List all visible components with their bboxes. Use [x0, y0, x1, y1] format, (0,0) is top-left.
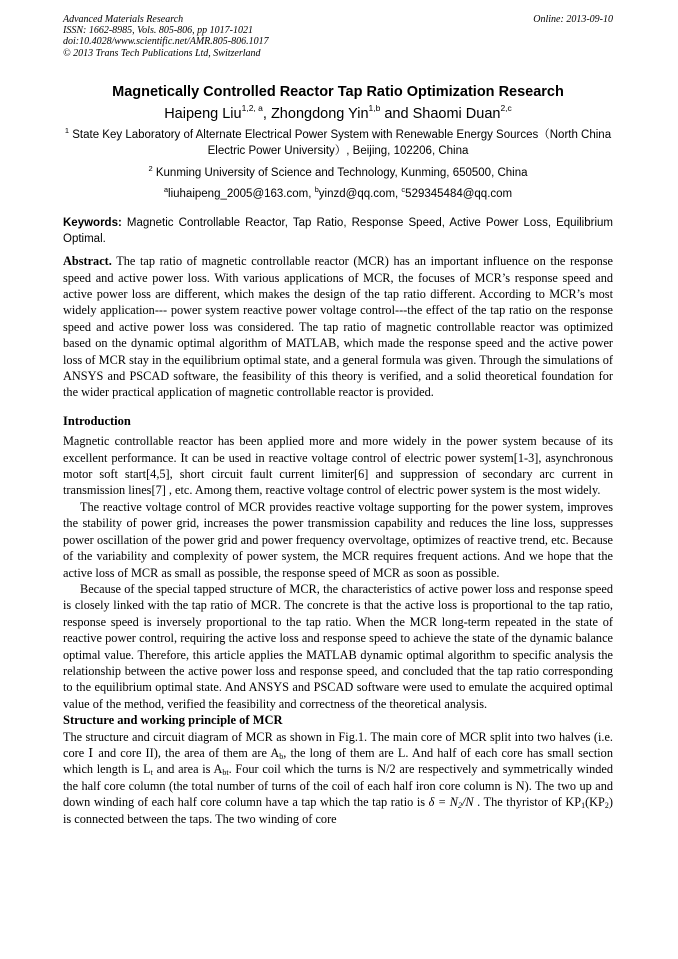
affiliation-mark: 2 [148, 164, 153, 173]
affiliation-1 [63, 128, 613, 159]
subscript: 1 [581, 801, 586, 811]
subscript: 2 [457, 801, 462, 811]
introduction-heading: Introduction [63, 413, 131, 428]
structure-text: and area is A [152, 762, 223, 777]
structure-paragraph [63, 729, 613, 827]
author-separator: and [380, 106, 413, 122]
affiliation-mark: 1 [64, 126, 70, 135]
email-mark: a [163, 184, 169, 194]
author-name: Haipeng Liu [164, 106, 242, 122]
subscript: t [150, 768, 153, 778]
author-separator: , [262, 106, 271, 122]
email-address: liuhaipeng_2005@163.com, [168, 187, 315, 200]
author-line [63, 104, 613, 124]
affiliation-text: State Key Laboratory of Alternate Electrical Power System with Renewable Energy Sources（North China Electric Power University）, Beijing, 102206, China [69, 129, 612, 157]
intro-paragraph: The reactive voltage control of MCR provides reactive voltage supporting for the power system, improves the stability of power grid, increases the power transmission capability and reduces the line loss, suppresses power oscillation of the power grid and power frequency overvoltage, optimizes of reactive trend, etc. Because of the variability and complexity of power system, the MCR requires frequent actions. And we hope that the active loss of MCR as small as possible, the response speed of MCR as soon as possible. [63, 499, 613, 580]
abstract-label: Abstract. [63, 254, 112, 269]
email-line [63, 184, 613, 203]
structure-text: The structure and circuit diagram of MCR as shown in Fig.1. The main core of MCR split into two halves (i.e. core Ⅰ and core II), the area of them are A [63, 729, 613, 760]
paper-title: Magnetically Controlled Reactor Tap Ratio Optimization Research [112, 84, 564, 100]
formula-text: /N [461, 795, 474, 810]
subscript: b [279, 751, 284, 761]
formula-text: = N [434, 795, 458, 810]
keywords-text: Magnetic Controllable Reactor, Tap Ratio, Response Speed, Active Power Loss, Equilibrium Optimal. [63, 217, 613, 245]
intro-paragraph: Because of the special tapped structure of MCR, the characteristics of active power loss and response speed is closely linked with the tap ratio of MCR. The concrete is that the active loss is proportional to the tap ratio, response speed is inversely proportional to the tap ratio. When the MCR long-term repeated in the state of reactive power control, requiring the active loss and response speed to achieve the state of the dynamic balance optimal value. Therefore, this article applies the MATLAB dynamic optimal algorithm to specific analysis the relationship between the active power loss and response speed, and concluded that the tap ratio corresponding to the equilibrium optimal state. And ANSYS and PSCAD software were used to emulate the acquired optimal value of the method, verified the feasibility and correctness of the theoretical analysis. [63, 581, 613, 711]
email-address: 529345484@qq.com [405, 187, 513, 200]
structure-heading: Structure and working principle of MCR [63, 713, 283, 728]
structure-text: , the long of them are L. And half of each core has small section which length is L [63, 745, 613, 777]
intro-paragraph: Magnetic controllable reactor has been applied more and more widely in the power system because of its excellent performance. It can be used in reactive voltage control of electric power system[1-3], asynchronous motor soft start[4,5], short circuit fault current limiter[6] and suppression of secondary arc current in transmission lines[7] , etc. Among them, reactive voltage control of electric power system is the most widely. [63, 434, 613, 498]
abstract [63, 253, 613, 401]
keywords [63, 216, 613, 247]
email-mark: c [401, 184, 406, 194]
author-name: Zhongdong Yin [270, 106, 369, 122]
affiliation-text: Kunming University of Science and Technology, Kunming, 650500, China [152, 167, 528, 179]
formula-symbol: δ [428, 795, 435, 810]
journal-header [63, 14, 613, 64]
keywords-label: Keywords: [63, 217, 122, 229]
copyright-line: © 2013 Trans Tech Publications Ltd, Switzerland [63, 47, 261, 59]
journal-name: Advanced Materials Research [63, 14, 184, 25]
issn-line: ISSN: 1662-8985, Vols. 805-806, pp 1017-1021 [63, 25, 253, 37]
author-affiliation-mark: 1,2, a [241, 103, 263, 113]
structure-text: . Four coil which the turns is N/2 are respectively and symmetrically winded the half core column (the total number of turns of the coil of each half iron core column is N). The two up and down winding of each half core column have a tap which the tap ratio is [63, 762, 613, 810]
affiliation-2 [63, 166, 613, 182]
author-affiliation-mark: 1,b [368, 103, 381, 113]
paper-page [63, 14, 613, 827]
structure-text: ) is connected between the taps. The two winding of core [63, 795, 613, 826]
author-name: Shaomi Duan [412, 106, 501, 122]
email-mark: b [314, 184, 319, 194]
email-address: yinzd@qq.com, [318, 187, 402, 200]
doi-line: doi:10.4028/www.scientific.net/AMR.805-806.1017 [63, 36, 269, 48]
structure-text: . The thyristor of KP [473, 795, 582, 810]
subscript: bt [222, 768, 229, 778]
tap-ratio-formula [429, 795, 474, 809]
structure-text: (KP [585, 795, 605, 810]
author-affiliation-mark: 2,c [500, 103, 512, 113]
abstract-text: The tap ratio of magnetic controllable reactor (MCR) has an important influence on the response speed and active power loss. With various applications of MCR, the focuses of MCR’s response speed and active power loss are different, which makes the design of the tap ratio different. According to MCR’s most widely application--- power system reactive power voltage control---the effect of the tap ratio on the response speed and active power loss was considered. The tap ratio of magnetic controllable reactor was optimized based on the dynamic optimal algorithm of MATLAB, which made the response speed and the active power loss of MCR stay in the equilibrium optimal state, and a general formula was given. Through the simulations of ANSYS and PSCAD software, the feasibility of this theory is verified, and a solid theoretical foundation for the wider practical application of magnetic controllable reactor is provided. [63, 254, 613, 400]
online-date: Online: 2013-09-10 [533, 14, 613, 25]
subscript: 2 [604, 801, 609, 811]
